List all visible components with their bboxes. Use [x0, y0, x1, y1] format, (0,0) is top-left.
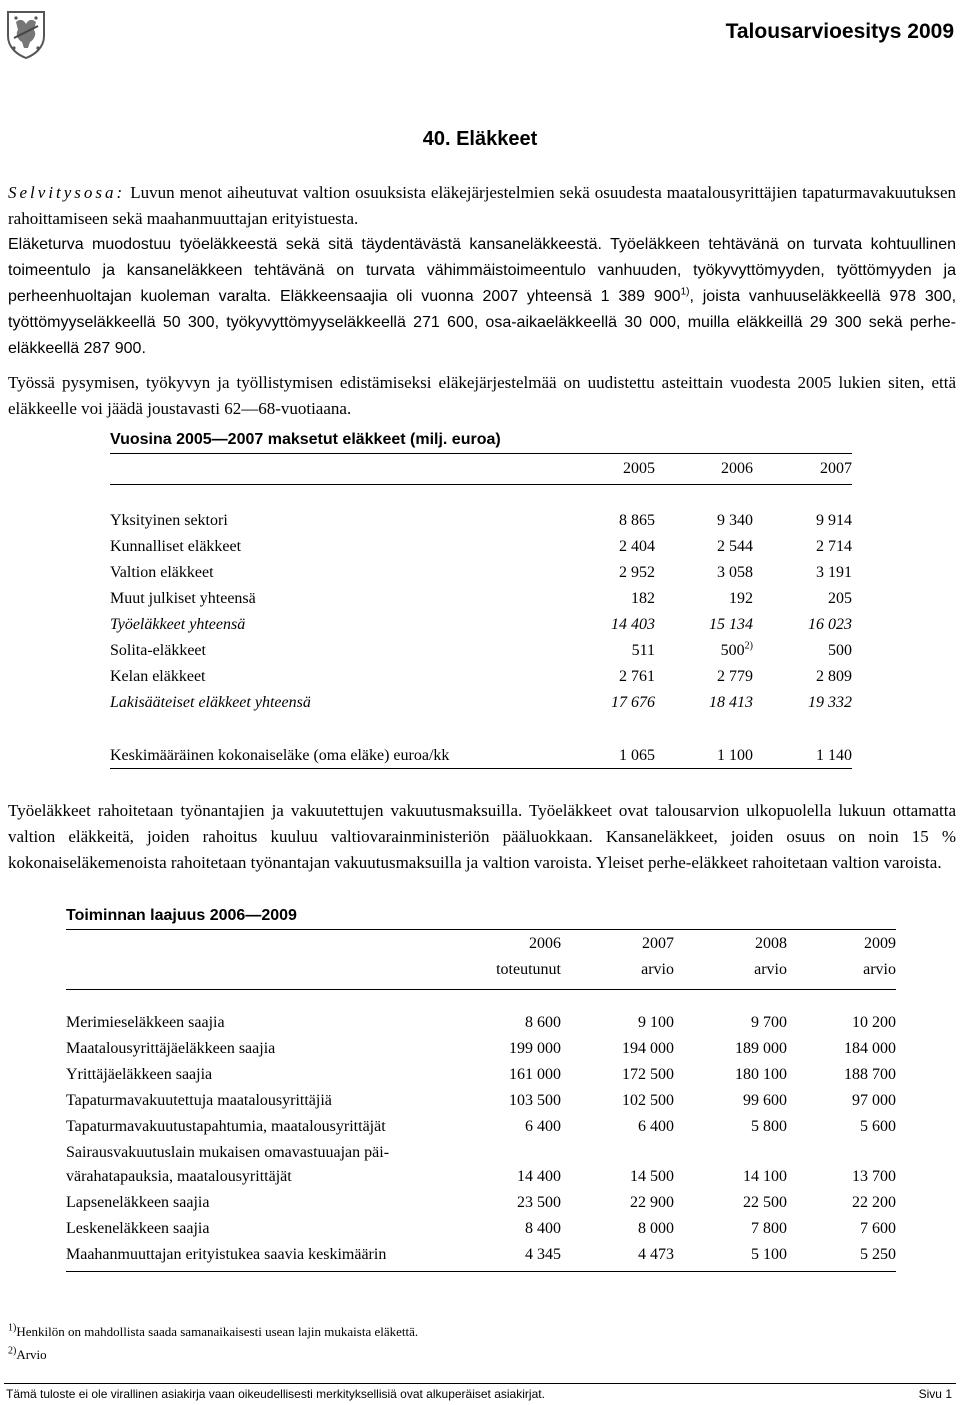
- table1-average-cell: 1 140: [816, 747, 852, 764]
- table2-year-header: 2008: [755, 935, 787, 952]
- table2-cell: 103 500: [509, 1092, 561, 1109]
- table2-cell: 7 600: [860, 1220, 896, 1237]
- table2-cell: 4 473: [638, 1246, 674, 1263]
- table1-cell-value: 2 714: [816, 538, 852, 555]
- financing-paragraph: Työeläkkeet rahoitetaan työnantajien ja vakuutettujen vakuutusmaksuilla. Työeläkkeet ovat talousarvion ulkopuolella lukuun ottamatta valtion eläkkeitä, joiden rahoitus kuuluu valtiovarainministeriön pääluokkaan. Kansaneläkkeet, joiden osuus on noin 15 % kokonaiseläkemenoista rahoitetaan työnantajan vakuutusmaksuilla ja valtion varoista. Yleiset perhe-eläkkeet rahoitetaan valtion varoista.: [8, 801, 956, 872]
- table2-header-status: [66, 957, 896, 983]
- table1-row: [110, 534, 852, 560]
- table1-average-cell: 1 100: [717, 747, 753, 764]
- table1-cell-value: 2 952: [619, 564, 655, 581]
- table1-cell-value: 500: [720, 642, 745, 659]
- table2-row: [66, 1010, 896, 1036]
- table1-cell: [717, 508, 753, 534]
- table1-cell: [816, 664, 852, 690]
- table2-row-label: Merimieseläkkeen saajia: [66, 1014, 225, 1031]
- table1-row: [110, 612, 852, 638]
- intro-paragraph: [8, 180, 956, 232]
- table1-row-label: Solita-eläkkeet: [110, 642, 206, 659]
- table2-row-label: Leskeneläkkeen saajia: [66, 1220, 210, 1237]
- table2-status-header: arvio: [641, 961, 674, 978]
- table2-cell: 5 600: [860, 1118, 896, 1135]
- table1-cell: [816, 560, 852, 586]
- table2-cell: 13 700: [852, 1168, 896, 1185]
- footnote-1: [8, 1324, 418, 1340]
- table2-row: [66, 1242, 896, 1268]
- table1-cell-value: 2 779: [717, 668, 753, 685]
- table2-cell: 7 800: [751, 1220, 787, 1237]
- table1-year-header: 2005: [623, 460, 655, 477]
- table1-cell: [828, 638, 852, 664]
- table1-cell-value: 500: [828, 642, 852, 659]
- table1-row-label: Muut julkiset yhteensä: [110, 590, 256, 607]
- table2-status-header: toteutunut: [496, 961, 561, 978]
- table1-cell-value: 2 544: [717, 538, 753, 555]
- table1-cell-value: 2 404: [619, 538, 655, 555]
- table2-row-label: Lapseneläkkeen saajia: [66, 1194, 210, 1211]
- table1-cell-value: 16 023: [808, 616, 852, 633]
- table1-cell-value: 17 676: [611, 694, 655, 711]
- table1-row: [110, 664, 852, 690]
- table1-row: [110, 560, 852, 586]
- table1-cell: [808, 690, 852, 716]
- table1-cell-value: 205: [828, 590, 852, 607]
- table1-cell: [717, 664, 753, 690]
- table2-cell: 199 000: [509, 1040, 561, 1057]
- table1-cell-value: 511: [631, 642, 655, 659]
- table1-cell: [729, 586, 753, 612]
- footer-rule: [4, 1383, 956, 1384]
- table2-year-header: 2006: [529, 935, 561, 952]
- table1-cell-value: 2 809: [816, 668, 852, 685]
- table1-row-label: Lakisääteiset eläkkeet yhteensä: [110, 694, 311, 711]
- table1-cell: [619, 664, 655, 690]
- table2-cell: 172 500: [622, 1066, 674, 1083]
- table1-row-label: Valtion eläkkeet: [110, 564, 214, 581]
- table1-cell-value: 15 134: [709, 616, 753, 633]
- table2-cell: 14 100: [743, 1168, 787, 1185]
- table1-cell-value: 8 865: [619, 512, 655, 529]
- table1-cell: [632, 638, 655, 664]
- table2-cell: 6 400: [638, 1118, 674, 1135]
- table2-cell: 5 250: [860, 1246, 896, 1263]
- table2-row: [66, 1140, 896, 1190]
- table2-header-rule: [66, 989, 896, 990]
- table1-cell-value: 3 058: [717, 564, 753, 581]
- table2-row: [66, 1216, 896, 1242]
- pension-text-a: Eläketurva muodostuu työeläkkeestä sekä sitä täydentävästä kansaneläkkeestä. Työeläkkeen tehtävänä on turvata kohtuullinen toimeentulo ja kansaneläkkeen tehtävänä on turvata vähimmäistoimeentulo vanhuuden, työkyvyttömyyden, työttömyyden ja perheenhuoltajan kuoleman varalta. Eläkkeensaajia oli vuonna 2007 yhteensä 1 389 900: [8, 236, 956, 305]
- table2-status-header: arvio: [863, 961, 896, 978]
- table1-bottom-rule: [110, 768, 852, 769]
- table2-status-header: arvio: [754, 961, 787, 978]
- table1-header-row: [110, 456, 852, 482]
- intro-label: Selvitysosa:: [8, 183, 126, 202]
- table1-cell: [611, 612, 655, 638]
- table1-cell-value: 2 761: [619, 668, 655, 685]
- table2-cell: 102 500: [622, 1092, 674, 1109]
- table2-year-header: 2007: [642, 935, 674, 952]
- table2-row: [66, 1114, 896, 1140]
- table1-cell: [808, 612, 852, 638]
- document-title: Talousarvioesitys 2009: [725, 20, 954, 43]
- footnote-1-text: Henkilön on mahdollista saada samanaikaisesti usean lajin mukaista eläkettä.: [16, 1324, 419, 1339]
- table1-cell: [721, 638, 753, 664]
- footnote-2: [8, 1347, 47, 1363]
- table2-header-years: [66, 931, 896, 957]
- footnote-2-mark: 2): [8, 1345, 17, 1357]
- reform-paragraph: Työssä pysymisen, työkyvyn ja työllistymisen edistämiseksi eläkejärjestelmää on uudistettu asteittain vuodesta 2005 lukien siten, että eläkkeelle voi jäädä joustavasti 62—68-vuotiaana.: [8, 373, 956, 418]
- table1-row-label: Kunnalliset eläkkeet: [110, 538, 242, 555]
- table2-cell: 5 100: [751, 1246, 787, 1263]
- table2-row-label: Maatalousyrittäjäeläkkeen saajia: [66, 1040, 276, 1057]
- table2-cell: 188 700: [844, 1066, 896, 1083]
- footnote-ref-1: 1): [680, 286, 690, 298]
- table1-cell: [619, 534, 655, 560]
- table2-row-label: Tapaturmavakuutettuja maatalousyrittäjiä: [66, 1092, 332, 1109]
- table2-cell: 14 400: [517, 1168, 561, 1185]
- table2-cell: 189 000: [735, 1040, 787, 1057]
- table1-cell-value: 19 332: [808, 694, 852, 711]
- table2-cell: 97 000: [852, 1092, 896, 1109]
- table1-row-label: Työeläkkeet yhteensä: [110, 616, 246, 633]
- table2-cell: 4 345: [525, 1246, 561, 1263]
- table1-cell: [828, 586, 852, 612]
- table2-cell: 22 900: [630, 1194, 674, 1211]
- table2-cell: 23 500: [517, 1194, 561, 1211]
- table1-cell-footnote-ref: 2): [744, 640, 753, 652]
- table2-cell: 5 800: [751, 1118, 787, 1135]
- table1-cell: [717, 534, 753, 560]
- table1-average-cell: 1 065: [619, 747, 655, 764]
- table1-average-row: [110, 743, 852, 769]
- table2-cell: 10 200: [852, 1014, 896, 1031]
- table1-cell: [611, 690, 655, 716]
- table2-cell: 14 500: [630, 1168, 674, 1185]
- table2-row: [66, 1062, 896, 1088]
- table2-cell: 8 000: [638, 1220, 674, 1237]
- table2-cell: 8 400: [525, 1220, 561, 1237]
- table2-row: [66, 1036, 896, 1062]
- table2-cell: 99 600: [743, 1092, 787, 1109]
- coat-of-arms-icon: [4, 8, 48, 60]
- table1-cell-value: 18 413: [709, 694, 753, 711]
- table2-row-label: Maahanmuuttajan erityistukea saavia keskimäärin: [66, 1246, 387, 1263]
- table1-cell-value: 9 914: [816, 512, 852, 529]
- table2-row: [66, 1088, 896, 1114]
- section-heading: 40. Eläkkeet: [422, 128, 538, 150]
- table1-cell: [709, 612, 753, 638]
- footnote-2-text: Arvio: [16, 1347, 47, 1362]
- table1-cell-value: 182: [631, 590, 655, 607]
- table2-row-label-cont: värahatapauksia, maatalousyrittäjät: [66, 1168, 292, 1185]
- table2-cell: 8 600: [525, 1014, 561, 1031]
- table1-cell: [619, 508, 655, 534]
- table1-row-label: Yksityinen sektori: [110, 512, 228, 529]
- table1-header-rule: [110, 484, 852, 485]
- table1-cell-value: 192: [729, 590, 753, 607]
- table1-cell: [619, 560, 655, 586]
- table1-row: [110, 508, 852, 534]
- table1-row-label: Kelan eläkkeet: [110, 668, 206, 685]
- table1-row: [110, 638, 852, 664]
- table1-year-header: 2007: [820, 460, 852, 477]
- table1-cell: [816, 508, 852, 534]
- table2-cell: 184 000: [844, 1040, 896, 1057]
- table1-cell: [631, 586, 655, 612]
- table2-cell: 194 000: [622, 1040, 674, 1057]
- table2-cell: 180 100: [735, 1066, 787, 1083]
- table1-cell: [816, 534, 852, 560]
- pension-description-paragraph: [8, 232, 956, 362]
- table2-cell: 161 000: [509, 1066, 561, 1083]
- table2-row: [66, 1190, 896, 1216]
- table1-year-header: 2006: [721, 460, 753, 477]
- table1-title: Vuosina 2005—2007 maksetut eläkkeet (milj. euroa): [110, 431, 852, 454]
- page-number: Sivu 1: [918, 1387, 952, 1401]
- table1-cell-value: 3 191: [816, 564, 852, 581]
- intro-text: Luvun menot aiheutuvat valtion osuuksista eläkejärjestelmien sekä osuudesta maatalousyrittäjien tapaturmavakuutuksen rahoittamiseen sekä maahanmuuttajan erityistuesta.: [8, 183, 956, 228]
- table1-cell: [717, 560, 753, 586]
- table2-year-header: 2009: [864, 935, 896, 952]
- table2-row-label: Tapaturmavakuutustapahtumia, maatalousyrittäjät: [66, 1118, 386, 1135]
- table2-cell: 9 700: [751, 1014, 787, 1031]
- table2-row-label: Yrittäjäeläkkeen saajia: [66, 1066, 213, 1083]
- table1-row: [110, 586, 852, 612]
- table1-average-label: Keskimääräinen kokonaiseläke (oma eläke) euroa/kk: [110, 747, 450, 764]
- table1-cell: [709, 690, 753, 716]
- table2-title: Toiminnan laajuus 2006—2009: [66, 907, 896, 930]
- pension-text-b: , joista vanhuuseläkkeellä 978 300, työttömyyseläkkeellä 50 300, työkyvyttömyyseläkkeellä 271 600, osa-aikaeläkkeellä 30 000, muilla eläkkeillä 29 300 sekä perhe-eläkkeellä 287 900.: [8, 288, 957, 357]
- table2-cell: 9 100: [638, 1014, 674, 1031]
- table2-row-label: Sairausvakuutuslain mukaisen omavastuuajan päi-: [66, 1144, 390, 1161]
- footer-disclaimer: Tämä tuloste ei ole virallinen asiakirja vaan oikeudellisesti merkityksellisiä ovat alkuperäiset asiakirjat.: [6, 1387, 545, 1401]
- table2-cell: 22 200: [852, 1194, 896, 1211]
- page-header: [0, 8, 960, 58]
- table2-cell: 22 500: [743, 1194, 787, 1211]
- table2-bottom-rule: [66, 1271, 896, 1272]
- table1-cell-value: 14 403: [611, 616, 655, 633]
- table1-cell-value: 9 340: [717, 512, 753, 529]
- table1-row: [110, 690, 852, 716]
- table2-cell: 6 400: [525, 1118, 561, 1135]
- footnote-1-mark: 1): [8, 1322, 17, 1334]
